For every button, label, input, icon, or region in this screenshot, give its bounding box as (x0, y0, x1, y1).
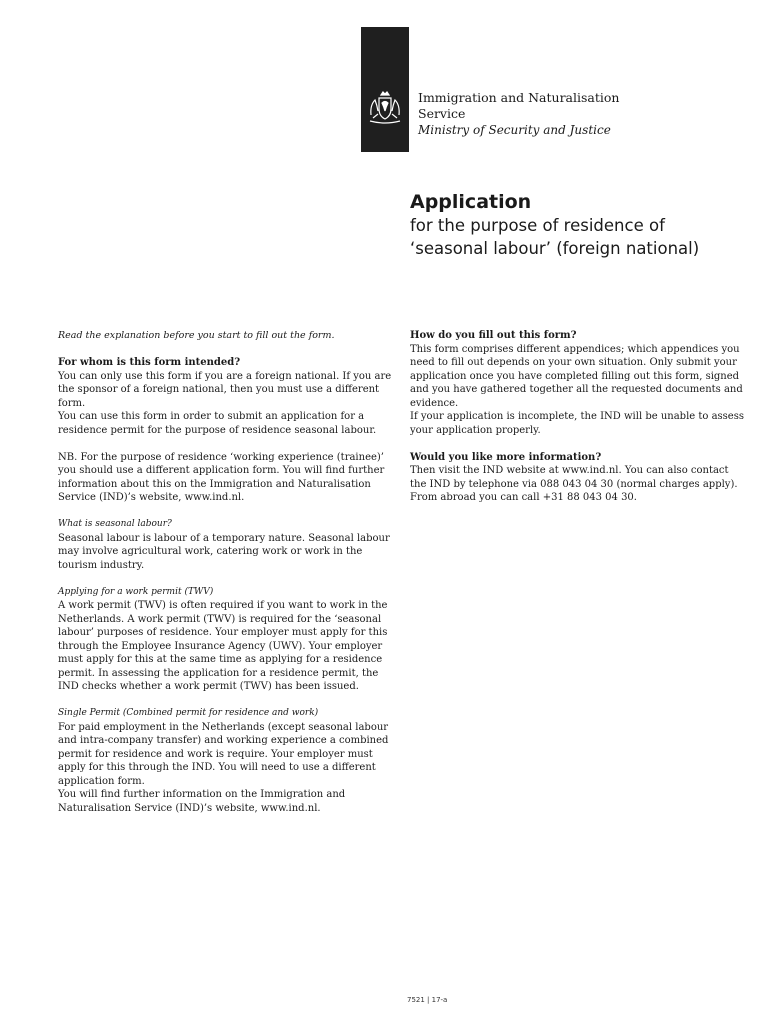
intro-note: Read the explanation before you start to fill out the form. (58, 330, 335, 341)
seasonal-labour-heading: What is seasonal labour? (58, 519, 172, 529)
document-subtitle-line2: ‘seasonal labour’ (foreign national) (410, 239, 700, 258)
agency-name-block (418, 90, 718, 138)
how-to-fill-paragraph-1: This form comprises different appendices; which appendices you need to fill out depends on your own situation. Only submit your application once you have completed filling out this form, signed and you have gathered together all the requested documents and evidence. (410, 343, 743, 409)
document-title: Application (410, 191, 532, 213)
for-whom-paragraph-1: You can only use this form if you are a foreign national. If you are the sponsor of a foreign national, then you must use a different form. (58, 370, 392, 409)
right-column (410, 329, 748, 518)
how-to-fill-heading: How do you fill out this form? (410, 330, 577, 341)
document-subtitle-line1: for the purpose of residence of (410, 216, 665, 235)
work-permit-heading: Applying for a work permit (TWV) (58, 586, 214, 597)
more-info-heading: Would you like more information? (410, 451, 602, 463)
form-code: 7521 | 17-a (407, 996, 448, 1004)
single-permit-paragraph-1: For paid employment in the Netherlands (except seasonal labour and intra-company transfer) and working experience a combined permit for residence and work is require. Your employer must apply for this through the IND. You will need to use a different application form. (58, 721, 389, 787)
agency-name-line1: Immigration and Naturalisation (418, 90, 620, 105)
document-title-block (410, 190, 750, 260)
nb-paragraph: NB. For the purpose of residence ‘working experience (trainee)’ you should use a different application form. You will find further information about this on the Immigration and Naturalisation Service (IND)’s website, www.ind.nl. (58, 451, 385, 503)
ministry-name: Ministry of Security and Justice (418, 123, 611, 137)
for-whom-heading: For whom is this form intended? (58, 357, 241, 368)
agency-name-line2: Service (418, 106, 466, 121)
logo-bar (361, 27, 409, 152)
how-to-fill-paragraph-2: If your application is incomplete, the IND will be unable to assess your application properly. (410, 411, 744, 436)
more-info-paragraph: Then visit the IND website at www.ind.nl. You can also contact the IND by telephone via 088 043 04 30 (normal charges apply). From abroad you can call +31 88 043 04 30. (410, 465, 738, 503)
seasonal-labour-paragraph: Seasonal labour is labour of a temporary nature. Seasonal labour may involve agricultural work, catering work or work in the tourism industry. (58, 532, 390, 571)
left-column (58, 329, 396, 815)
for-whom-paragraph-2: You can use this form in order to submit an application for a residence permit for the purpose of residence seasonal labour. (58, 411, 377, 436)
single-permit-paragraph-2: You will find further information on the Immigration and Naturalisation Service (IND)’s website, www.ind.nl. (58, 789, 346, 814)
work-permit-paragraph: A work permit (TWV) is often required if you want to work in the Netherlands. A work permit (TWV) is required for the ‘seasonal labour’ purposes of residence. Your employer must apply for this through the Employee Insurance Agency (UWV). Your employer must apply for this at the same time as applying for a residence permit. In assessing the application for a residence permit, the IND checks whether a work permit (TWV) has been issued. (58, 600, 388, 692)
single-permit-heading: Single Permit (Combined permit for residence and work) (58, 708, 319, 718)
dutch-coat-of-arms-icon (365, 89, 405, 129)
